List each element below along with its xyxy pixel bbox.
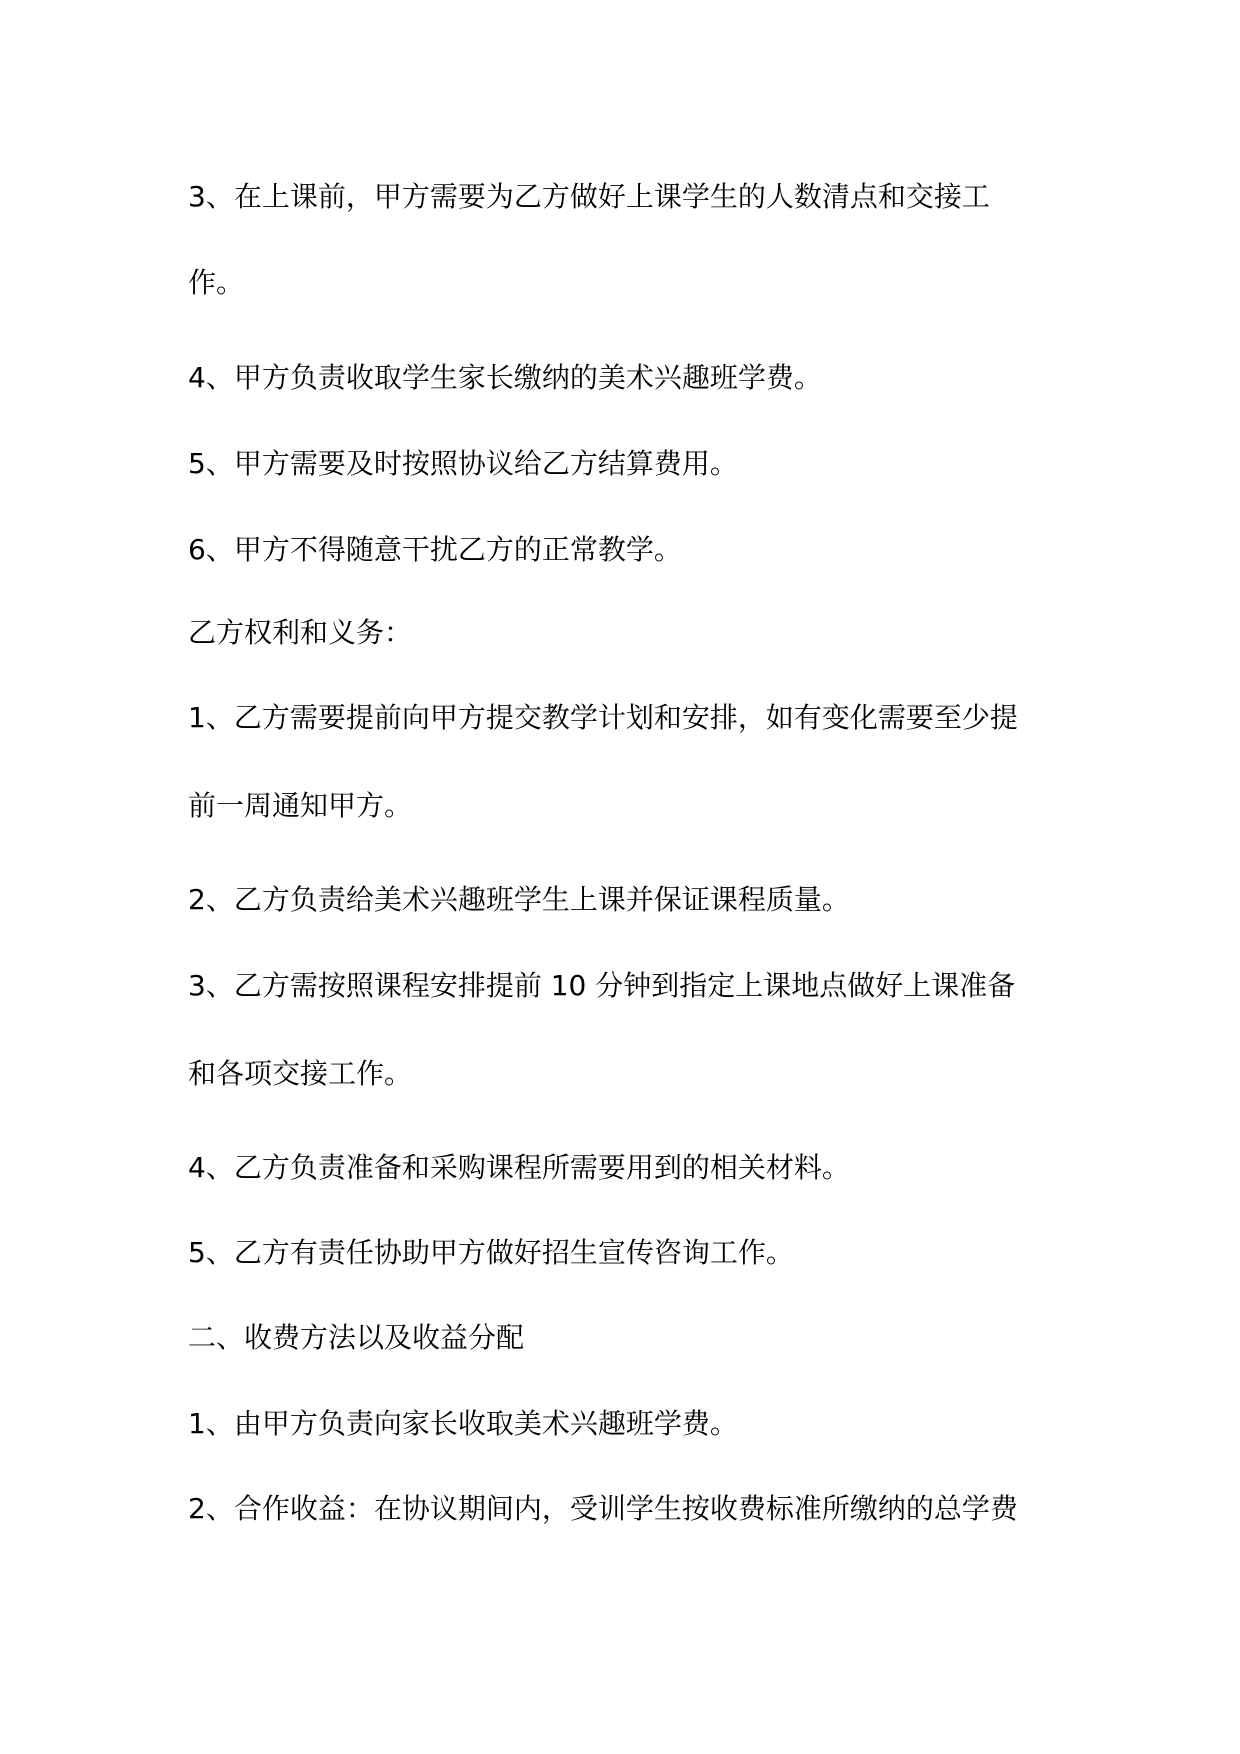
- paragraph-line: 4、甲方负责收取学生家长缴纳的美术兴趣班学费。: [188, 361, 822, 394]
- paragraph-line: 5、乙方有责任协助甲方做好招生宣传咨询工作。: [188, 1236, 794, 1269]
- paragraph-line: 6、甲方不得随意干扰乙方的正常教学。: [188, 533, 682, 566]
- paragraph-line: 1、乙方需要提前向甲方提交教学计划和安排，如有变化需要至少提: [188, 701, 1018, 734]
- paragraph-line: 3、在上课前，甲方需要为乙方做好上课学生的人数清点和交接工: [188, 180, 990, 213]
- paragraph-line: 前一周通知甲方。: [188, 789, 413, 822]
- section-heading: 乙方权利和义务：: [188, 616, 413, 649]
- paragraph-line: 5、甲方需要及时按照协议给乙方结算费用。: [188, 447, 738, 480]
- paragraph-line: 2、合作收益：在协议期间内，受训学生按收费标准所缴纳的总学费: [188, 1492, 1018, 1525]
- paragraph-line: 1、由甲方负责向家长收取美术兴趣班学费。: [188, 1407, 738, 1440]
- section-heading: 二、收费方法以及收益分配: [188, 1321, 525, 1354]
- paragraph-line: 2、乙方负责给美术兴趣班学生上课并保证课程质量。: [188, 883, 850, 916]
- paragraph-line: 4、乙方负责准备和采购课程所需要用到的相关材料。: [188, 1151, 850, 1184]
- paragraph-line: 和各项交接工作。: [188, 1057, 413, 1090]
- paragraph-line: 3、乙方需按照课程安排提前 10 分钟到指定上课地点做好上课准备: [188, 969, 1016, 1002]
- paragraph-line: 作。: [188, 266, 245, 299]
